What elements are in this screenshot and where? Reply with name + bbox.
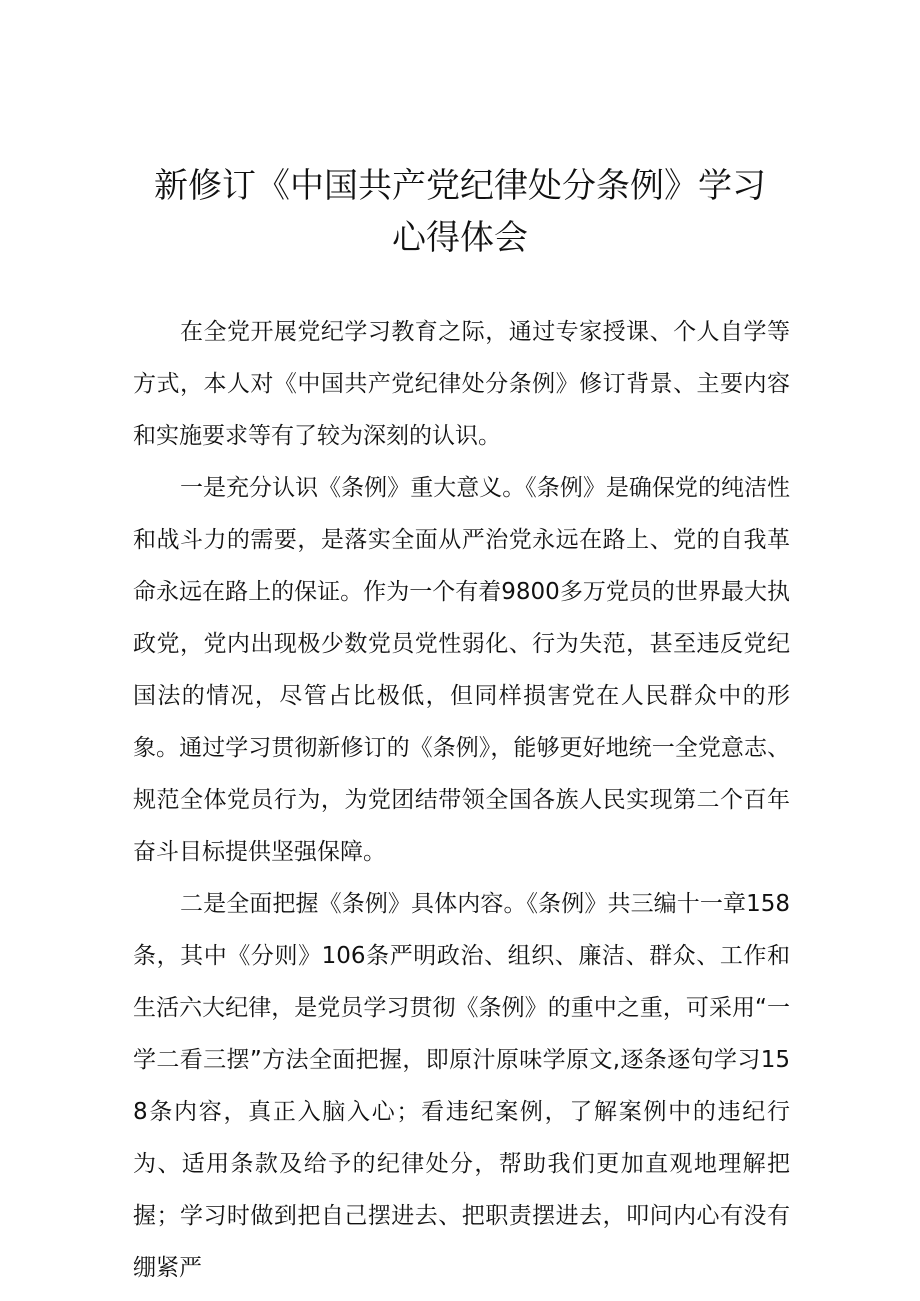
title-line-1: 新修订《中国共产党纪律处分条例》学习 xyxy=(154,166,766,206)
title-line-2: 心得体会 xyxy=(392,218,528,258)
document-body xyxy=(133,306,790,1294)
paragraph-significance: 一是充分认识《条例》重大意义。《条例》是确保党的纯洁性和战斗力的需要，是落实全面从严治党永远在路上、党的自我革命永远在路上的保证。作为一个有着9800多万党员的世界最大执政党，党内出现极少数党员党性弱化、行为失范，甚至违反党纪国法的情况，尽管占比极低，但同样损害党在人民群众中的形象。通过学习贯彻新修订的《条例》，能够更好地统一全党意志、规范全体党员行为，为党团结带领全国各族人民实现第二个百年奋斗目标提供坚强保障。 xyxy=(133,475,790,865)
paragraph-content: 二是全面把握《条例》具体内容。《条例》共三编十一章158条，其中《分则》106条严明政治、组织、廉洁、群众、工作和生活六大纪律，是党员学习贯彻《条例》的重中之重，可采用“一学二看三摆”方法全面把握，即原汁原味学原文,逐条逐句学习158条内容，真正入脑入心；看违纪案例，了解案例中的违纪行为、适用条款及给予的纪律处分，帮助我们更加直观地理解把握；学习时做到把自己摆进去、把职责摆进去，叩问内心有没有绷紧严 xyxy=(133,891,790,1281)
paragraph-intro: 在全党开展党纪学习教育之际，通过专家授课、个人自学等方式，本人对《中国共产党纪律处分条例》修订背景、主要内容和实施要求等有了较为深刻的认识。 xyxy=(133,319,790,449)
document-title xyxy=(130,160,790,264)
